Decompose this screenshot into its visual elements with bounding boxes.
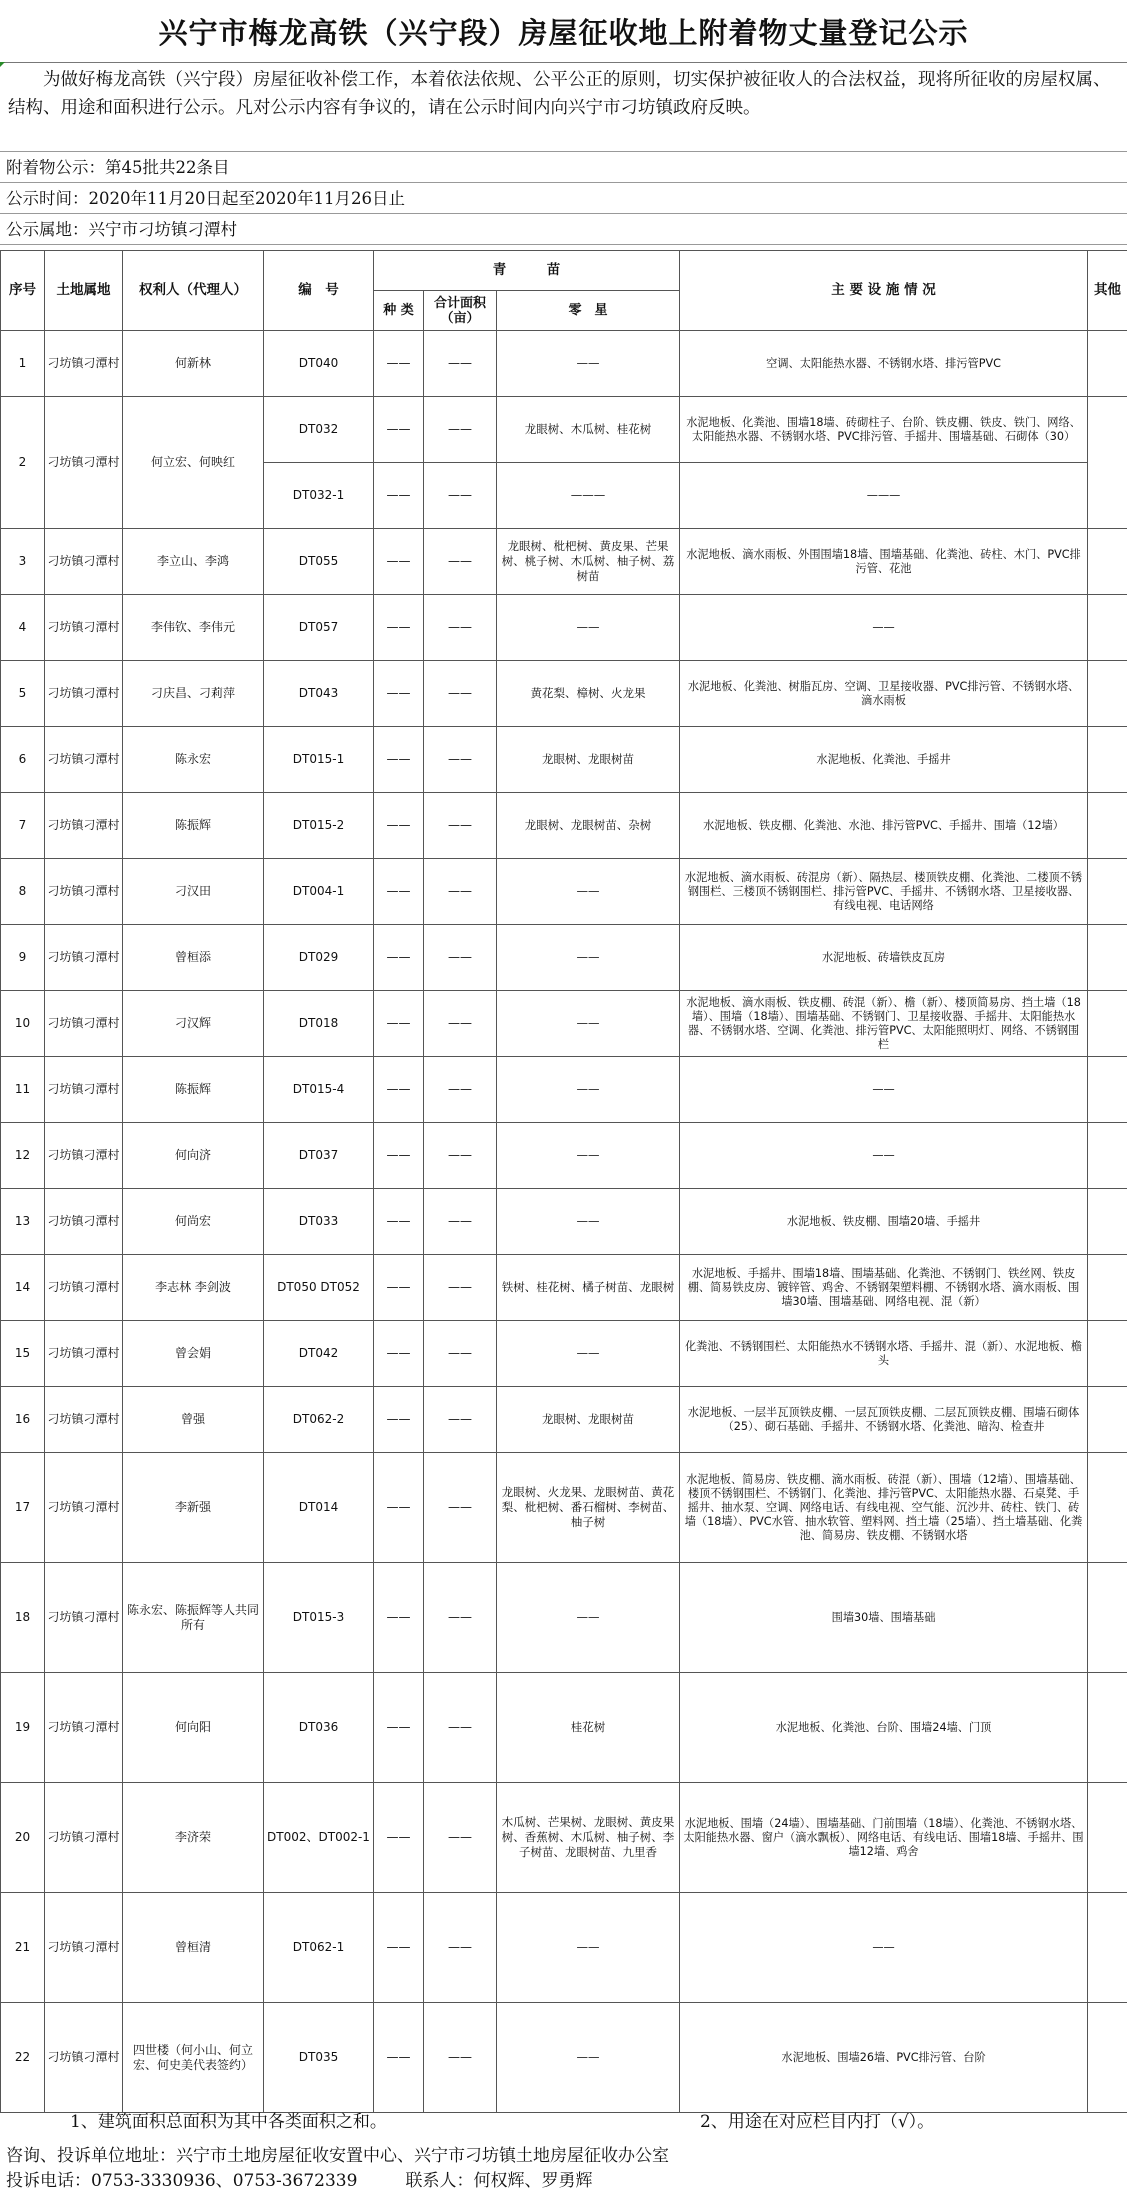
row-scattered: —— <box>497 1123 680 1189</box>
row-seedling-area: —— <box>424 1189 497 1255</box>
row-owner: 陈振辉 <box>123 793 264 859</box>
row-facilities: 化粪池、不锈钢围栏、太阳能热水不锈钢水塔、手摇井、混（新）、水泥地板、檐头 <box>680 1321 1088 1387</box>
row-seedling-kind: —— <box>374 727 424 793</box>
row-seedling-kind: —— <box>374 1255 424 1321</box>
header-kind: 种 类 <box>374 291 424 331</box>
header-scattered: 零 星 <box>497 291 680 331</box>
row-owner: 李立山、李鸿 <box>123 529 264 595</box>
table-row <box>1 529 1127 595</box>
row-code: DT029 <box>264 925 374 991</box>
row-owner: 何新林 <box>123 331 264 397</box>
row-seedling-area: —— <box>424 1673 497 1783</box>
row-land: 刁坊镇刁潭村 <box>45 1255 123 1321</box>
row-scattered: 龙眼树、木瓜树、桂花树 <box>497 397 680 463</box>
row-seedling-kind: —— <box>374 1123 424 1189</box>
row-index: 19 <box>1 1673 45 1783</box>
row-other <box>1088 331 1127 397</box>
row-seedling-kind: —— <box>374 529 424 595</box>
row-scattered: —— <box>497 925 680 991</box>
row-owner: 刁汉田 <box>123 859 264 925</box>
header-owner: 权利人（代理人） <box>123 251 264 331</box>
row-seedling-kind: —— <box>374 1189 424 1255</box>
row-other <box>1088 595 1127 661</box>
row-seedling-kind: —— <box>374 1321 424 1387</box>
row-seedling-kind: —— <box>374 1057 424 1123</box>
row-seedling-kind: —— <box>374 595 424 661</box>
row-owner: 陈永宏、陈振辉等人共同所有 <box>123 1563 264 1673</box>
row-owner: 曾会娟 <box>123 1321 264 1387</box>
row-seedling-area: —— <box>424 991 497 1057</box>
row-seedling-area: —— <box>424 1123 497 1189</box>
row-other <box>1088 529 1127 595</box>
row-scattered: 龙眼树、龙眼树苗、杂树 <box>497 793 680 859</box>
table-row <box>1 859 1127 925</box>
table-row <box>1 925 1127 991</box>
row-code: DT032 <box>264 397 374 463</box>
row-seedling-area: —— <box>424 1563 497 1673</box>
row-facilities: 水泥地板、化粪池、手摇井 <box>680 727 1088 793</box>
row-code: DT055 <box>264 529 374 595</box>
row-facilities: 水泥地板、手摇井、围墙18墙、围墙基础、化粪池、不锈钢门、铁丝网、铁皮棚、简易铁皮房、镀锌管、鸡舍、不锈钢架塑料棚、不锈钢水塔、滴水雨板、围墙30墙、围墙基础、网络电视、混（新） <box>680 1255 1088 1321</box>
row-scattered: —— <box>497 1321 680 1387</box>
row-code: DT036 <box>264 1673 374 1783</box>
cell-marker-icon <box>0 62 5 67</box>
row-land: 刁坊镇刁潭村 <box>45 1453 123 1563</box>
row-facilities: —— <box>680 1057 1088 1123</box>
header-other: 其他 <box>1088 251 1127 331</box>
row-owner: 李伟钦、李伟元 <box>123 595 264 661</box>
row-facilities: 水泥地板、化粪池、台阶、围墙24墙、门顶 <box>680 1673 1088 1783</box>
row-scattered: —— <box>497 595 680 661</box>
row-owner: 何立宏、何映红 <box>123 397 264 529</box>
row-seedling-kind: —— <box>374 397 424 463</box>
row-index: 1 <box>1 331 45 397</box>
row-other <box>1088 925 1127 991</box>
row-index: 7 <box>1 793 45 859</box>
row-seedling-kind: —— <box>374 463 424 529</box>
row-seedling-kind: —— <box>374 1893 424 2003</box>
row-land: 刁坊镇刁潭村 <box>45 1563 123 1673</box>
row-seedling-area: —— <box>424 1255 497 1321</box>
row-scattered: 龙眼树、龙眼树苗 <box>497 1387 680 1453</box>
table-row <box>1 1321 1127 1387</box>
row-seedling-kind: —— <box>374 793 424 859</box>
table-row <box>1 1387 1127 1453</box>
row-owner: 四世楼（何小山、何立宏、何史美代表签约） <box>123 2003 264 2113</box>
row-other <box>1088 2003 1127 2113</box>
row-seedling-kind: —— <box>374 1783 424 1893</box>
row-code: DT035 <box>264 2003 374 2113</box>
row-owner: 李新强 <box>123 1453 264 1563</box>
registration-table <box>0 250 1127 2113</box>
row-facilities: 空调、太阳能热水器、不锈钢水塔、排污管PVC <box>680 331 1088 397</box>
row-seedling-kind: —— <box>374 1563 424 1673</box>
row-index: 10 <box>1 991 45 1057</box>
row-facilities: —— <box>680 1893 1088 2003</box>
row-other <box>1088 1321 1127 1387</box>
row-code: DT040 <box>264 331 374 397</box>
row-land: 刁坊镇刁潭村 <box>45 859 123 925</box>
notice-title: 兴宁市梅龙高铁（兴宁段）房屋征收地上附着物丈量登记公示 <box>0 0 1127 63</box>
row-code: DT018 <box>264 991 374 1057</box>
row-facilities: 水泥地板、化粪池、树脂瓦房、空调、卫星接收器、PVC排污管、不锈钢水塔、滴水雨板 <box>680 661 1088 727</box>
row-owner: 刁庆昌、刁莉萍 <box>123 661 264 727</box>
row-scattered: —— <box>497 331 680 397</box>
row-seedling-kind: —— <box>374 991 424 1057</box>
row-facilities: 水泥地板、滴水雨板、外围围墙18墙、围墙基础、化粪池、砖柱、木门、PVC排污管、花池 <box>680 529 1088 595</box>
table-row <box>1 1893 1127 2003</box>
row-seedling-area: —— <box>424 529 497 595</box>
row-code: DT043 <box>264 661 374 727</box>
table-row <box>1 661 1127 727</box>
row-scattered: 龙眼树、枇杷树、黄皮果、芒果树、桃子树、木瓜树、柚子树、荔树苗 <box>497 529 680 595</box>
row-seedling-area: —— <box>424 595 497 661</box>
row-seedling-kind: —— <box>374 331 424 397</box>
row-land: 刁坊镇刁潭村 <box>45 1321 123 1387</box>
row-owner: 何向济 <box>123 1123 264 1189</box>
row-facilities: 水泥地板、围墙26墙、PVC排污管、台阶 <box>680 2003 1088 2113</box>
row-land: 刁坊镇刁潭村 <box>45 1783 123 1893</box>
row-land: 刁坊镇刁潭村 <box>45 2003 123 2113</box>
row-seedling-kind: —— <box>374 925 424 991</box>
row-other <box>1088 1123 1127 1189</box>
row-seedling-area: —— <box>424 793 497 859</box>
row-other <box>1088 1783 1127 1893</box>
row-seedling-kind: —— <box>374 1387 424 1453</box>
row-index: 22 <box>1 2003 45 2113</box>
row-facilities: —— <box>680 1123 1088 1189</box>
row-other <box>1088 727 1127 793</box>
row-code: DT062-1 <box>264 1893 374 2003</box>
row-other <box>1088 1673 1127 1783</box>
row-owner: 何向阳 <box>123 1673 264 1783</box>
row-scattered: —— <box>497 991 680 1057</box>
header-index: 序号 <box>1 251 45 331</box>
row-land: 刁坊镇刁潭村 <box>45 991 123 1057</box>
row-code: DT015-2 <box>264 793 374 859</box>
row-code: DT042 <box>264 1321 374 1387</box>
row-scattered: 龙眼树、火龙果、龙眼树苗、黄花梨、枇杷树、番石榴树、李树苗、柚子树 <box>497 1453 680 1563</box>
row-owner: 刁汉辉 <box>123 991 264 1057</box>
row-seedling-area: —— <box>424 925 497 991</box>
table-row <box>1 1057 1127 1123</box>
row-land: 刁坊镇刁潭村 <box>45 727 123 793</box>
row-index: 11 <box>1 1057 45 1123</box>
row-scattered: 黄花梨、樟树、火龙果 <box>497 661 680 727</box>
row-facilities: 水泥地板、滴水雨板、砖混房（新）、隔热层、楼顶铁皮棚、化粪池、二楼顶不锈钢围栏、三楼顶不锈钢围栏、排污管PVC、手摇井、不锈钢水塔、卫星接收器、有线电视、电话网络 <box>680 859 1088 925</box>
row-other <box>1088 1255 1127 1321</box>
row-code: DT062-2 <box>264 1387 374 1453</box>
row-code: DT057 <box>264 595 374 661</box>
row-other <box>1088 1189 1127 1255</box>
period-info: 公示时间：2020年11月20日起至2020年11月26日止 <box>0 183 1127 214</box>
table-row <box>1 793 1127 859</box>
location-info: 公示属地：兴宁市刁坊镇刁潭村 <box>0 214 1127 245</box>
row-code: DT014 <box>264 1453 374 1563</box>
table-row <box>1 397 1127 463</box>
row-scattered: —— <box>497 1057 680 1123</box>
footer-address: 咨询、投诉单位地址：兴宁市土地房屋征收安置中心、兴宁市刁坊镇土地房屋征收办公室 <box>0 2141 1127 2172</box>
table-row <box>1 1673 1127 1783</box>
row-index: 4 <box>1 595 45 661</box>
row-owner: 陈永宏 <box>123 727 264 793</box>
row-land: 刁坊镇刁潭村 <box>45 1189 123 1255</box>
table-row <box>1 1189 1127 1255</box>
row-other <box>1088 793 1127 859</box>
row-scattered: ——— <box>497 463 680 529</box>
row-index: 13 <box>1 1189 45 1255</box>
row-other <box>1088 661 1127 727</box>
table-row <box>1 2003 1127 2113</box>
row-land: 刁坊镇刁潭村 <box>45 595 123 661</box>
row-seedling-area: —— <box>424 1321 497 1387</box>
row-seedling-kind: —— <box>374 661 424 727</box>
row-seedling-kind: —— <box>374 1673 424 1783</box>
row-index: 3 <box>1 529 45 595</box>
row-land: 刁坊镇刁潭村 <box>45 1673 123 1783</box>
row-seedling-kind: —— <box>374 1453 424 1563</box>
header-facilities: 主 要 设 施 情 况 <box>680 251 1088 331</box>
row-land: 刁坊镇刁潭村 <box>45 529 123 595</box>
row-index: 8 <box>1 859 45 925</box>
row-scattered: —— <box>497 859 680 925</box>
row-seedling-area: —— <box>424 859 497 925</box>
row-code: DT004-1 <box>264 859 374 925</box>
row-seedling-area: —— <box>424 1057 497 1123</box>
row-scattered: —— <box>497 2003 680 2113</box>
row-land: 刁坊镇刁潭村 <box>45 793 123 859</box>
row-scattered: —— <box>497 1893 680 2003</box>
row-other <box>1088 1057 1127 1123</box>
row-scattered: 桂花树 <box>497 1673 680 1783</box>
row-code: DT015-1 <box>264 727 374 793</box>
header-code: 编 号 <box>264 251 374 331</box>
note-usage-check: 2、用途在对应栏目内打（√）。 <box>700 2109 934 2135</box>
row-land: 刁坊镇刁潭村 <box>45 925 123 991</box>
row-facilities: 水泥地板、简易房、铁皮棚、滴水雨板、砖混（新）、围墙（12墙）、围墙基础、楼顶不锈钢围栏、不锈钢门、化粪池、排污管PVC、太阳能热水器、石桌凳、手摇井、抽水泵、空调、网络电话、有线电视、空气能、沉沙井、砖柱、铁门、砖墙（18墙）、PVC水管、抽水软管、塑料网、挡土墙（25墙）、挡土墙基础、化粪池、简易房、铁皮棚、不锈钢水塔 <box>680 1453 1088 1563</box>
table-row <box>1 1255 1127 1321</box>
row-land: 刁坊镇刁潭村 <box>45 397 123 529</box>
row-scattered: 木瓜树、芒果树、龙眼树、黄皮果树、香蕉树、木瓜树、柚子树、李子树苗、龙眼树苗、九里香 <box>497 1783 680 1893</box>
header-land: 土地属地 <box>45 251 123 331</box>
table-row <box>1 727 1127 793</box>
row-facilities: ——— <box>680 463 1088 529</box>
row-owner: 李志林 李剑波 <box>123 1255 264 1321</box>
footer-contact: 联系人：何权辉、罗勇辉 <box>405 2171 592 2191</box>
row-index: 16 <box>1 1387 45 1453</box>
row-facilities: —— <box>680 595 1088 661</box>
row-seedling-area: —— <box>424 1387 497 1453</box>
row-facilities: 水泥地板、铁皮棚、化粪池、水池、排污管PVC、手摇井、围墙（12墙） <box>680 793 1088 859</box>
row-code: DT002、DT002-1 <box>264 1783 374 1893</box>
row-land: 刁坊镇刁潭村 <box>45 1057 123 1123</box>
footer-phone: 投诉电话：0753-3330936、0753-3672339 <box>6 2171 357 2191</box>
row-facilities: 水泥地板、砖墙铁皮瓦房 <box>680 925 1088 991</box>
table-row <box>1 1783 1127 1893</box>
row-code: DT015-3 <box>264 1563 374 1673</box>
row-facilities: 水泥地板、围墙（24墙）、围墙基础、门前围墙（18墙）、化粪池、不锈钢水塔、太阳能热水器、窗户（滴水飘板）、网络电话、有线电话、围墙18墙、手摇井、围墙12墙、鸡舍 <box>680 1783 1088 1893</box>
table-row <box>1 1453 1127 1563</box>
table-row <box>1 331 1127 397</box>
row-seedling-area: —— <box>424 1783 497 1893</box>
row-land: 刁坊镇刁潭村 <box>45 331 123 397</box>
row-index: 14 <box>1 1255 45 1321</box>
header-seedling: 青 苗 <box>374 251 680 291</box>
row-facilities: 水泥地板、一层半瓦顶铁皮棚、一层瓦顶铁皮棚、二层瓦顶铁皮棚、围墙石砌体（25）、砌石基础、手摇井、不锈钢水塔、化粪池、暗沟、检查井 <box>680 1387 1088 1453</box>
row-seedling-area: —— <box>424 727 497 793</box>
row-other <box>1088 1453 1127 1563</box>
row-index: 17 <box>1 1453 45 1563</box>
row-land: 刁坊镇刁潭村 <box>45 1387 123 1453</box>
row-owner: 曾桓清 <box>123 1893 264 2003</box>
row-owner: 曾桓添 <box>123 925 264 991</box>
row-facilities: 水泥地板、滴水雨板、铁皮棚、砖混（新）、檐（新）、楼顶简易房、挡土墙（18墙）、围墙（18墙）、围墙基础、不锈钢门、卫星接收器、手摇井、太阳能热水器、不锈钢水塔、空调、化粪池、排污管PVC、太阳能照明灯、网络、不锈钢围栏 <box>680 991 1088 1057</box>
row-owner: 李济荣 <box>123 1783 264 1893</box>
row-code: DT050 DT052 <box>264 1255 374 1321</box>
row-code: DT032-1 <box>264 463 374 529</box>
row-other <box>1088 859 1127 925</box>
row-code: DT033 <box>264 1189 374 1255</box>
row-scattered: —— <box>497 1563 680 1673</box>
row-other <box>1088 397 1127 529</box>
row-land: 刁坊镇刁潭村 <box>45 661 123 727</box>
row-seedling-area: —— <box>424 463 497 529</box>
row-index: 21 <box>1 1893 45 2003</box>
row-scattered: 铁树、桂花树、橘子树苗、龙眼树 <box>497 1255 680 1321</box>
row-other <box>1088 991 1127 1057</box>
row-other <box>1088 1563 1127 1673</box>
row-other <box>1088 1387 1127 1453</box>
row-code: DT037 <box>264 1123 374 1189</box>
table-row <box>1 991 1127 1057</box>
row-scattered: 龙眼树、龙眼树苗 <box>497 727 680 793</box>
row-scattered: —— <box>497 1189 680 1255</box>
row-seedling-area: —— <box>424 1453 497 1563</box>
row-code: DT015-4 <box>264 1057 374 1123</box>
row-seedling-kind: —— <box>374 2003 424 2113</box>
row-index: 18 <box>1 1563 45 1673</box>
row-owner: 曾强 <box>123 1387 264 1453</box>
row-land: 刁坊镇刁潭村 <box>45 1893 123 2003</box>
row-land: 刁坊镇刁潭村 <box>45 1123 123 1189</box>
row-owner: 何尚宏 <box>123 1189 264 1255</box>
row-index: 2 <box>1 397 45 529</box>
row-seedling-area: —— <box>424 1893 497 2003</box>
note-area-sum: 1、建筑面积总面积为其中各类面积之和。 <box>70 2109 387 2135</box>
table-row <box>1 595 1127 661</box>
row-index: 20 <box>1 1783 45 1893</box>
table-row <box>1 1563 1127 1673</box>
table-row <box>1 1123 1127 1189</box>
header-area: 合计面积（亩） <box>424 291 497 331</box>
row-facilities: 水泥地板、铁皮棚、围墙20墙、手摇井 <box>680 1189 1088 1255</box>
row-seedling-kind: —— <box>374 859 424 925</box>
intro-paragraph: 为做好梅龙高铁（兴宁段）房屋征收补偿工作，本着依法依规、公平公正的原则，切实保护被征收人的合法权益，现将所征收的房屋权属、结构、用途和面积进行公示。凡对公示内容有争议的，请在公示时间内向兴宁市刁坊镇政府反映。 <box>0 62 1127 152</box>
batch-info: 附着物公示：第45批共22条目 <box>0 152 1127 183</box>
row-seedling-area: —— <box>424 397 497 463</box>
row-facilities: 围墙30墙、围墙基础 <box>680 1563 1088 1673</box>
row-seedling-area: —— <box>424 661 497 727</box>
row-owner: 陈振辉 <box>123 1057 264 1123</box>
row-index: 6 <box>1 727 45 793</box>
row-seedling-area: —— <box>424 331 497 397</box>
row-seedling-area: —— <box>424 2003 497 2113</box>
row-other <box>1088 1893 1127 2003</box>
row-facilities: 水泥地板、化粪池、围墙18墙、砖砌柱子、台阶、铁皮棚、铁皮、铁门、网络、太阳能热水器、不锈钢水塔、PVC排污管、手摇井、围墙基础、石砌体（30） <box>680 397 1088 463</box>
footer-contact-line <box>0 2166 1127 2197</box>
row-index: 12 <box>1 1123 45 1189</box>
row-index: 15 <box>1 1321 45 1387</box>
row-index: 9 <box>1 925 45 991</box>
row-index: 5 <box>1 661 45 727</box>
